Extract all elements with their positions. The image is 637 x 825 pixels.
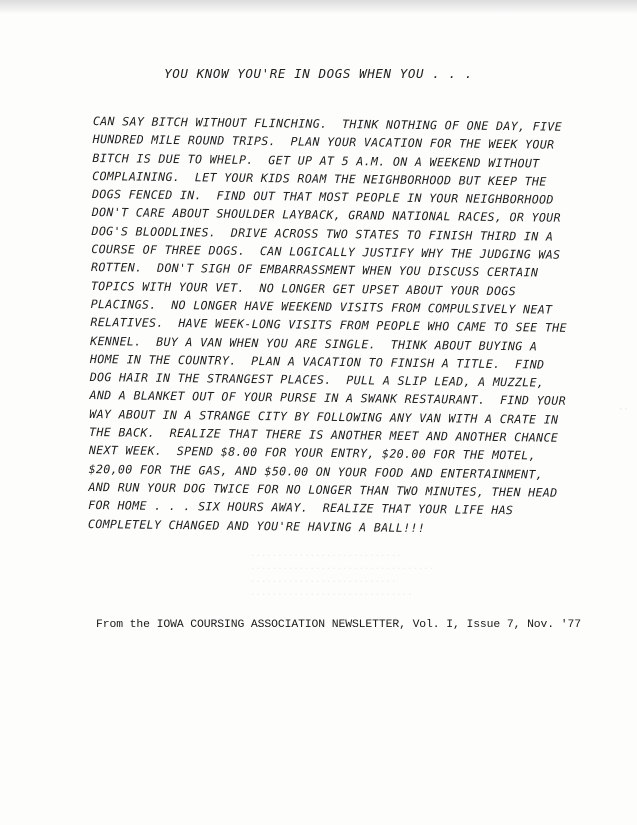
body-line: AND RUN YOUR DOG TWICE FOR NO LONGER THAN TWO MINUTES, THEN HEAD	[88, 479, 558, 500]
body-line: THE BACK. REALIZE THAT THERE IS ANOTHER MEET AND ANOTHER CHANCE	[89, 425, 559, 445]
scan-speck: ··	[618, 405, 629, 415]
body-line: DOGS FENCED IN. FIND OUT THAT MOST PEOPLE IN YOUR NEIGHBORHOOD	[91, 187, 554, 207]
body-line: WAY ABOUT IN A STRANGE CITY BY FOLLOWING ANY VAN WITH A CRATE IN	[89, 406, 559, 427]
body-line: CAN SAY BITCH WITHOUT FLINCHING. THINK NOTHING OF ONE DAY, FIVE	[92, 113, 563, 134]
body-paragraph	[88, 112, 593, 539]
body-line: PLACINGS. NO LONGER HAVE WEEKEND VISITS FROM COMPULSIVELY NEAT	[90, 296, 553, 317]
body-line: DON'T CARE ABOUT SHOULDER LAYBACK, GRAND NATIONAL RACES, OR YOUR	[91, 205, 561, 226]
body-line: HOME IN THE COUNTRY. PLAN A VACATION TO FINISH A TITLE. FIND	[89, 351, 545, 372]
body-line: $20,00 FOR THE GAS, AND $50.00 ON YOUR FOOD AND ENTERTAINMENT,	[88, 461, 544, 482]
body-line: COURSE OF THREE DOGS. CAN LOGICALLY JUSTIFY WHY THE JUDGING WAS	[91, 242, 561, 262]
scan-top-edge	[0, 0, 637, 14]
body-line: KENNEL. BUY A VAN WHEN YOU ARE SINGLE. THINK ABOUT BUYING A	[90, 333, 538, 354]
body-line: ROTTEN. DON'T SIGH OF EMBARRASSMENT WHEN YOU DISCUSS CERTAIN	[91, 260, 539, 280]
body-line: TOPICS WITH YOUR VET. NO LONGER GET UPSET ABOUT YOUR DOGS	[90, 278, 517, 298]
body-line: DOG'S BLOODLINES. DRIVE ACROSS TWO STATES TO FINISH THIRD IN A	[91, 223, 554, 244]
source-citation: From the IOWA COURSING ASSOCIATION NEWSLETTER, Vol. I, Issue 7, Nov. '77	[96, 619, 581, 631]
bleed-through-shadow: ............................ .................................. ........................... ..............................	[250, 549, 435, 598]
body-line: COMPLAINING. LET YOUR KIDS ROAM THE NEIGHBORHOOD BUT KEEP THE	[92, 168, 547, 189]
document-title: YOU KNOW YOU'RE IN DOGS WHEN YOU . . .	[164, 66, 473, 81]
body-line: BITCH IS DUE TO WHELP. GET UP AT 5 A.M. ON A WEEKEND WITHOUT	[92, 150, 540, 171]
body-line: AND A BLANKET OUT OF YOUR PURSE IN A SWANK RESTAURANT. FIND YOUR	[89, 388, 567, 409]
body-line: FOR HOME . . . SIX HOURS AWAY. REALIZE THAT YOUR LIFE HAS	[88, 498, 514, 518]
body-line: DOG HAIR IN THE STRANGEST PLACES. PULL A SLIP LEAD, A MUZZLE,	[89, 370, 545, 390]
body-line: RELATIVES. HAVE WEEK-LONG VISITS FROM PEOPLE WHO CAME TO SEE THE	[90, 315, 567, 336]
body-line: HUNDRED MILE ROUND TRIPS. PLAN YOUR VACATION FOR THE WEEK YOUR	[92, 132, 555, 152]
body-line: COMPLETELY CHANGED AND YOU'RE HAVING A BALL!!!	[87, 516, 426, 535]
body-line: NEXT WEEK. SPEND $8.00 FOR YOUR ENTRY, $20.00 FOR THE MOTEL,	[88, 443, 537, 463]
